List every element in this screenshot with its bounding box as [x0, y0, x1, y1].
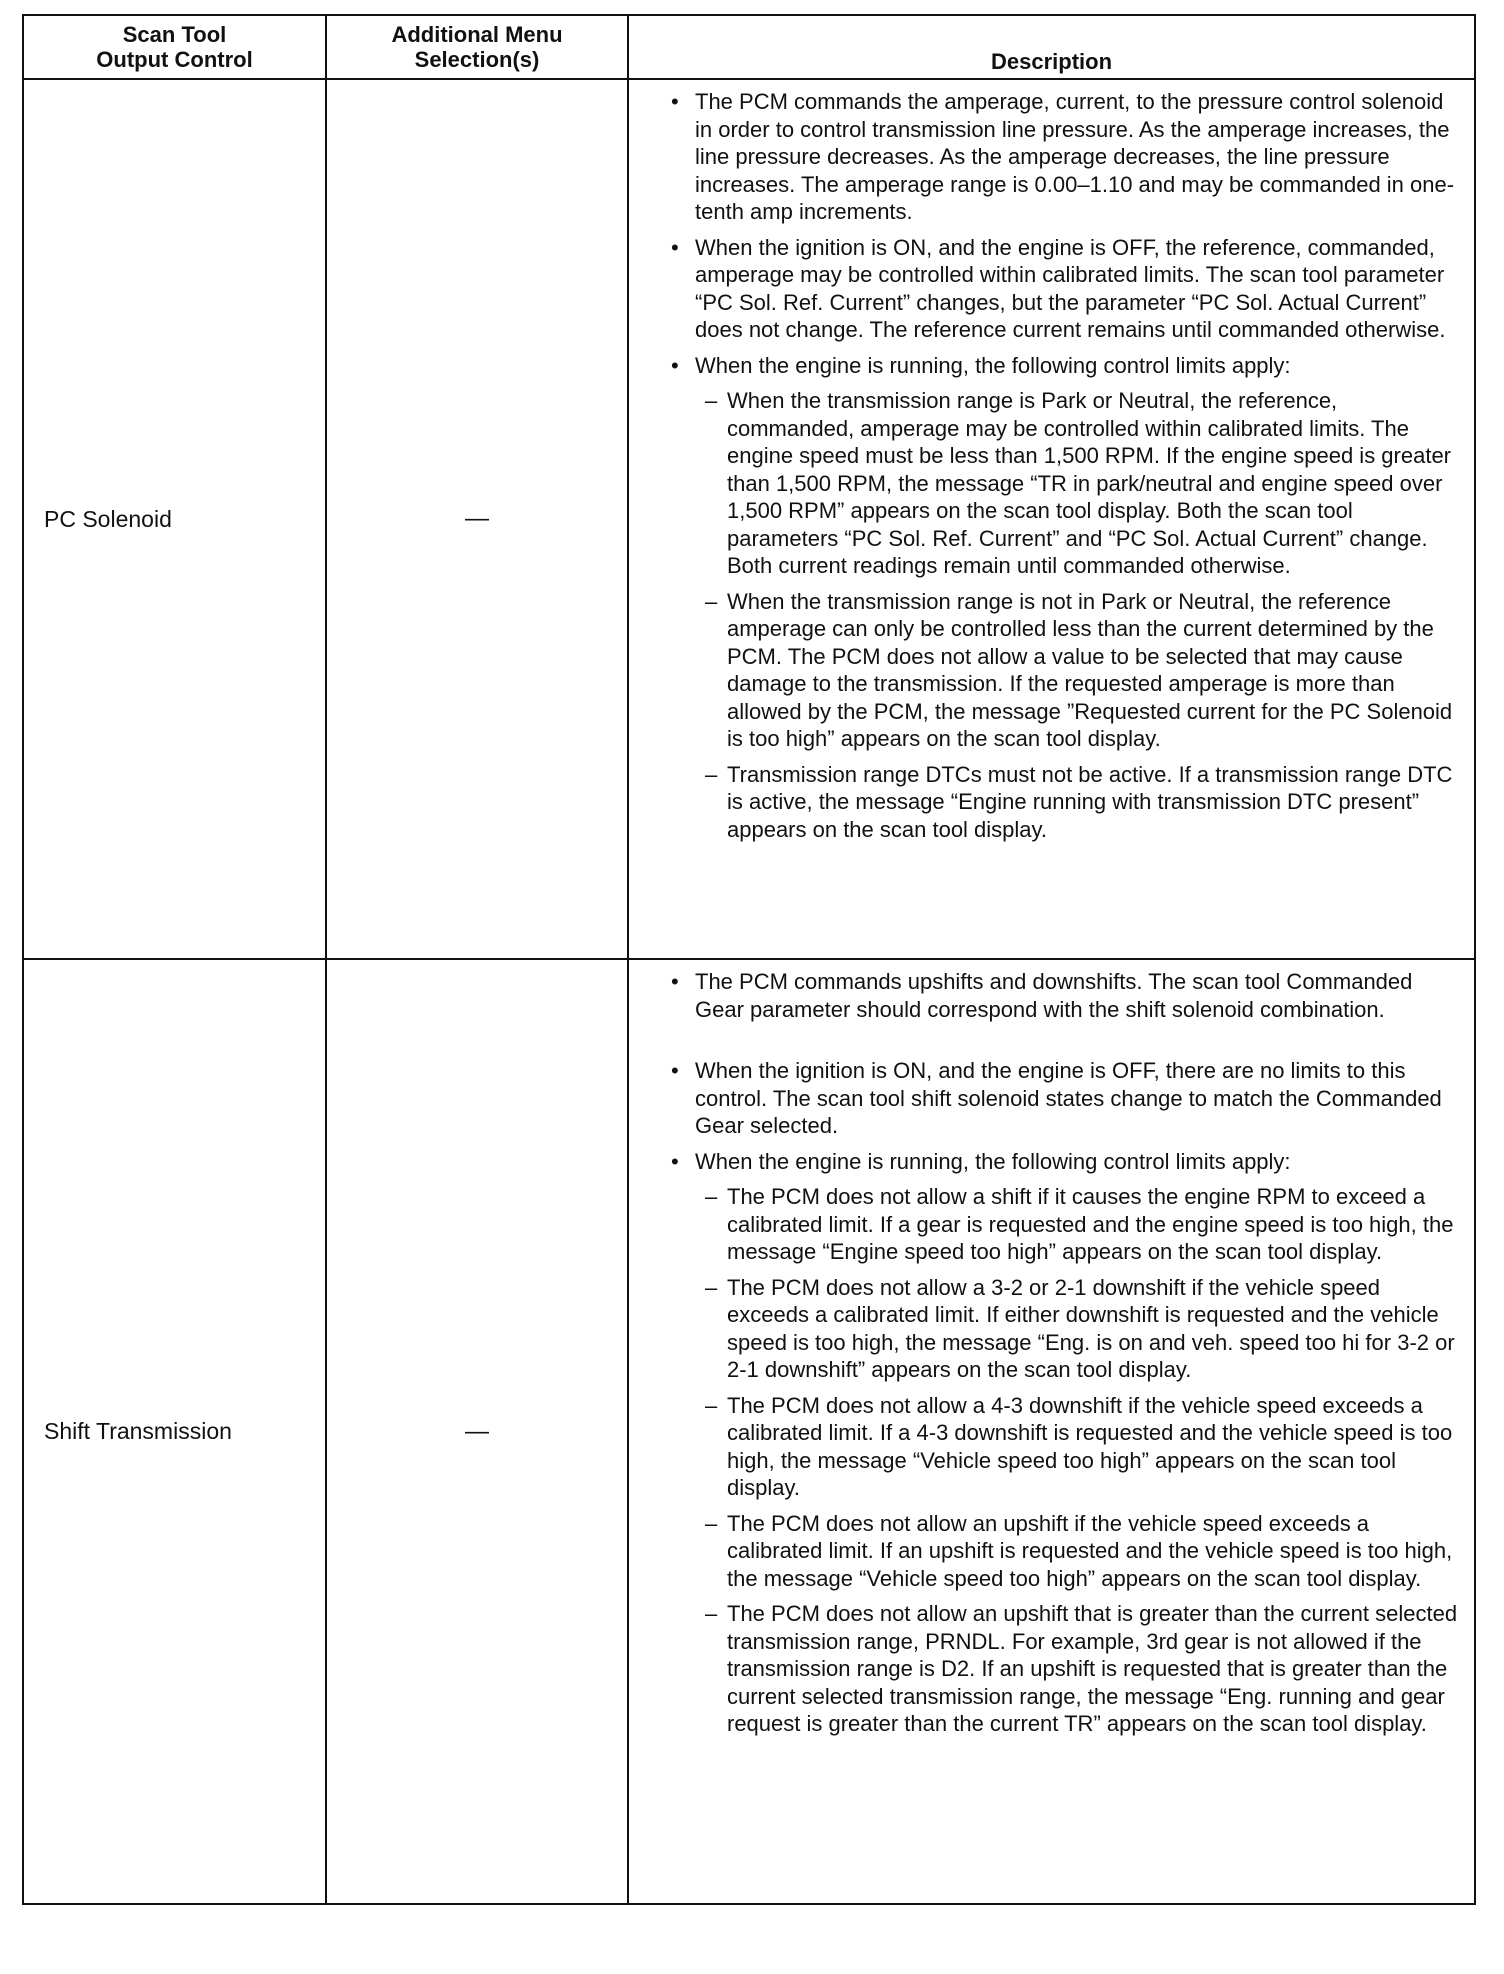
- menu-selection: —: [326, 959, 628, 1904]
- description-cell: [628, 959, 1475, 1904]
- menu-selection: —: [326, 79, 628, 959]
- sub-item: – The PCM does not allow a 4-3 downshift if the vehicle speed exceeds a calibrated limit. If a 4-3 downshift is requested and the vehicle speed is too high, the message “Vehicle speed too high” appears on the scan tool display.: [661, 1392, 1466, 1502]
- header-description: Description: [628, 15, 1475, 79]
- header-col2-line2: Selection(s): [414, 47, 540, 72]
- sub-item: – Transmission range DTCs must not be active. If a transmission range DTC is active, the message “Engine running with transmission DTC present” appears on the scan tool display.: [661, 761, 1466, 844]
- sub-item: – When the transmission range is Park or Neutral, the reference, commanded, amperage may be controlled within calibrated limits. The engine speed must be less than 1,500 RPM. If the engine speed is greater than 1,500 RPM, the message “TR in park/neutral and engine speed over 1,500 RPM” appears on the scan tool display. Both the scan tool parameters “PC Sol. Ref. Current” and “PC Sol. Actual Current” change. Both current readings remain until commanded otherwise.: [661, 387, 1466, 580]
- header-col1-line1: Scan Tool: [122, 22, 227, 47]
- bullet-item: • When the ignition is ON, and the engine is OFF, the reference, commanded, amperage may be controlled within calibrated limits. The scan tool parameter “PC Sol. Ref. Current” changes, but the parameter “PC Sol. Actual Current” does not change. The reference current remains until commanded otherwise.: [661, 234, 1466, 344]
- bullet-item: • When the ignition is ON, and the engine is OFF, there are no limits to this control. The scan tool shift solenoid states change to match the Commanded Gear selected.: [661, 1057, 1466, 1140]
- sub-item: – The PCM does not allow a 3-2 or 2-1 downshift if the vehicle speed exceeds a calibrated limit. If either downshift is requested and the vehicle speed is too high, the message “Eng. is on and veh. speed too hi for 3-2 or 2-1 downshift” appears on the scan tool display.: [661, 1274, 1466, 1384]
- sub-item: – The PCM does not allow an upshift if the vehicle speed exceeds a calibrated limit. If an upshift is requested and the vehicle speed is too high, the message “Vehicle speed too high” appears on the scan tool display.: [661, 1510, 1466, 1593]
- bullet-item: • The PCM commands the amperage, current, to the pressure control solenoid in order to control transmission line pressure. As the amperage increases, the line pressure decreases. As the amperage decreases, the line pressure increases. The amperage range is 0.00–1.10 and may be commanded in one-tenth amp increments.: [661, 88, 1466, 226]
- header-scan-tool-output-control: [23, 15, 326, 79]
- output-control-table: [22, 14, 1476, 1905]
- description-cell: [628, 79, 1475, 959]
- table-row-pc-solenoid: [23, 79, 1475, 959]
- sub-item: – When the transmission range is not in Park or Neutral, the reference amperage can only be controlled less than the current determined by the PCM. The PCM does not allow a value to be selected that may cause damage to the transmission. If the requested amperage is more than allowed by the PCM, the message ”Requested current for the PC Solenoid is too high” appears on the scan tool display.: [661, 588, 1466, 753]
- table-header-row: [23, 15, 1475, 79]
- header-col1-line2: Output Control: [96, 47, 253, 72]
- header-col2-line1: Additional Menu: [391, 22, 563, 47]
- control-name: Shift Transmission: [23, 959, 326, 1904]
- sub-item: – The PCM does not allow an upshift that is greater than the current selected transmission range, PRNDL. For example, 3rd gear is not allowed if the transmission range is D2. If an upshift is requested that is greater than the current selected transmission range, the message “Eng. running and gear request is greater than the current TR” appears on the scan tool display.: [661, 1600, 1466, 1738]
- bullet-item: • The PCM commands upshifts and downshifts. The scan tool Commanded Gear parameter should correspond with the shift solenoid combination.: [661, 968, 1466, 1023]
- control-name: PC Solenoid: [23, 79, 326, 959]
- header-additional-menu-selections: [326, 15, 628, 79]
- sub-item: – The PCM does not allow a shift if it causes the engine RPM to exceed a calibrated limit. If a gear is requested and the engine speed is too high, the message “Engine speed too high” appears on the scan tool display.: [661, 1183, 1466, 1266]
- table-row-shift-transmission: [23, 959, 1475, 1904]
- bullet-item: • When the engine is running, the following control limits apply:: [661, 352, 1466, 380]
- bullet-item: • When the engine is running, the following control limits apply:: [661, 1148, 1466, 1176]
